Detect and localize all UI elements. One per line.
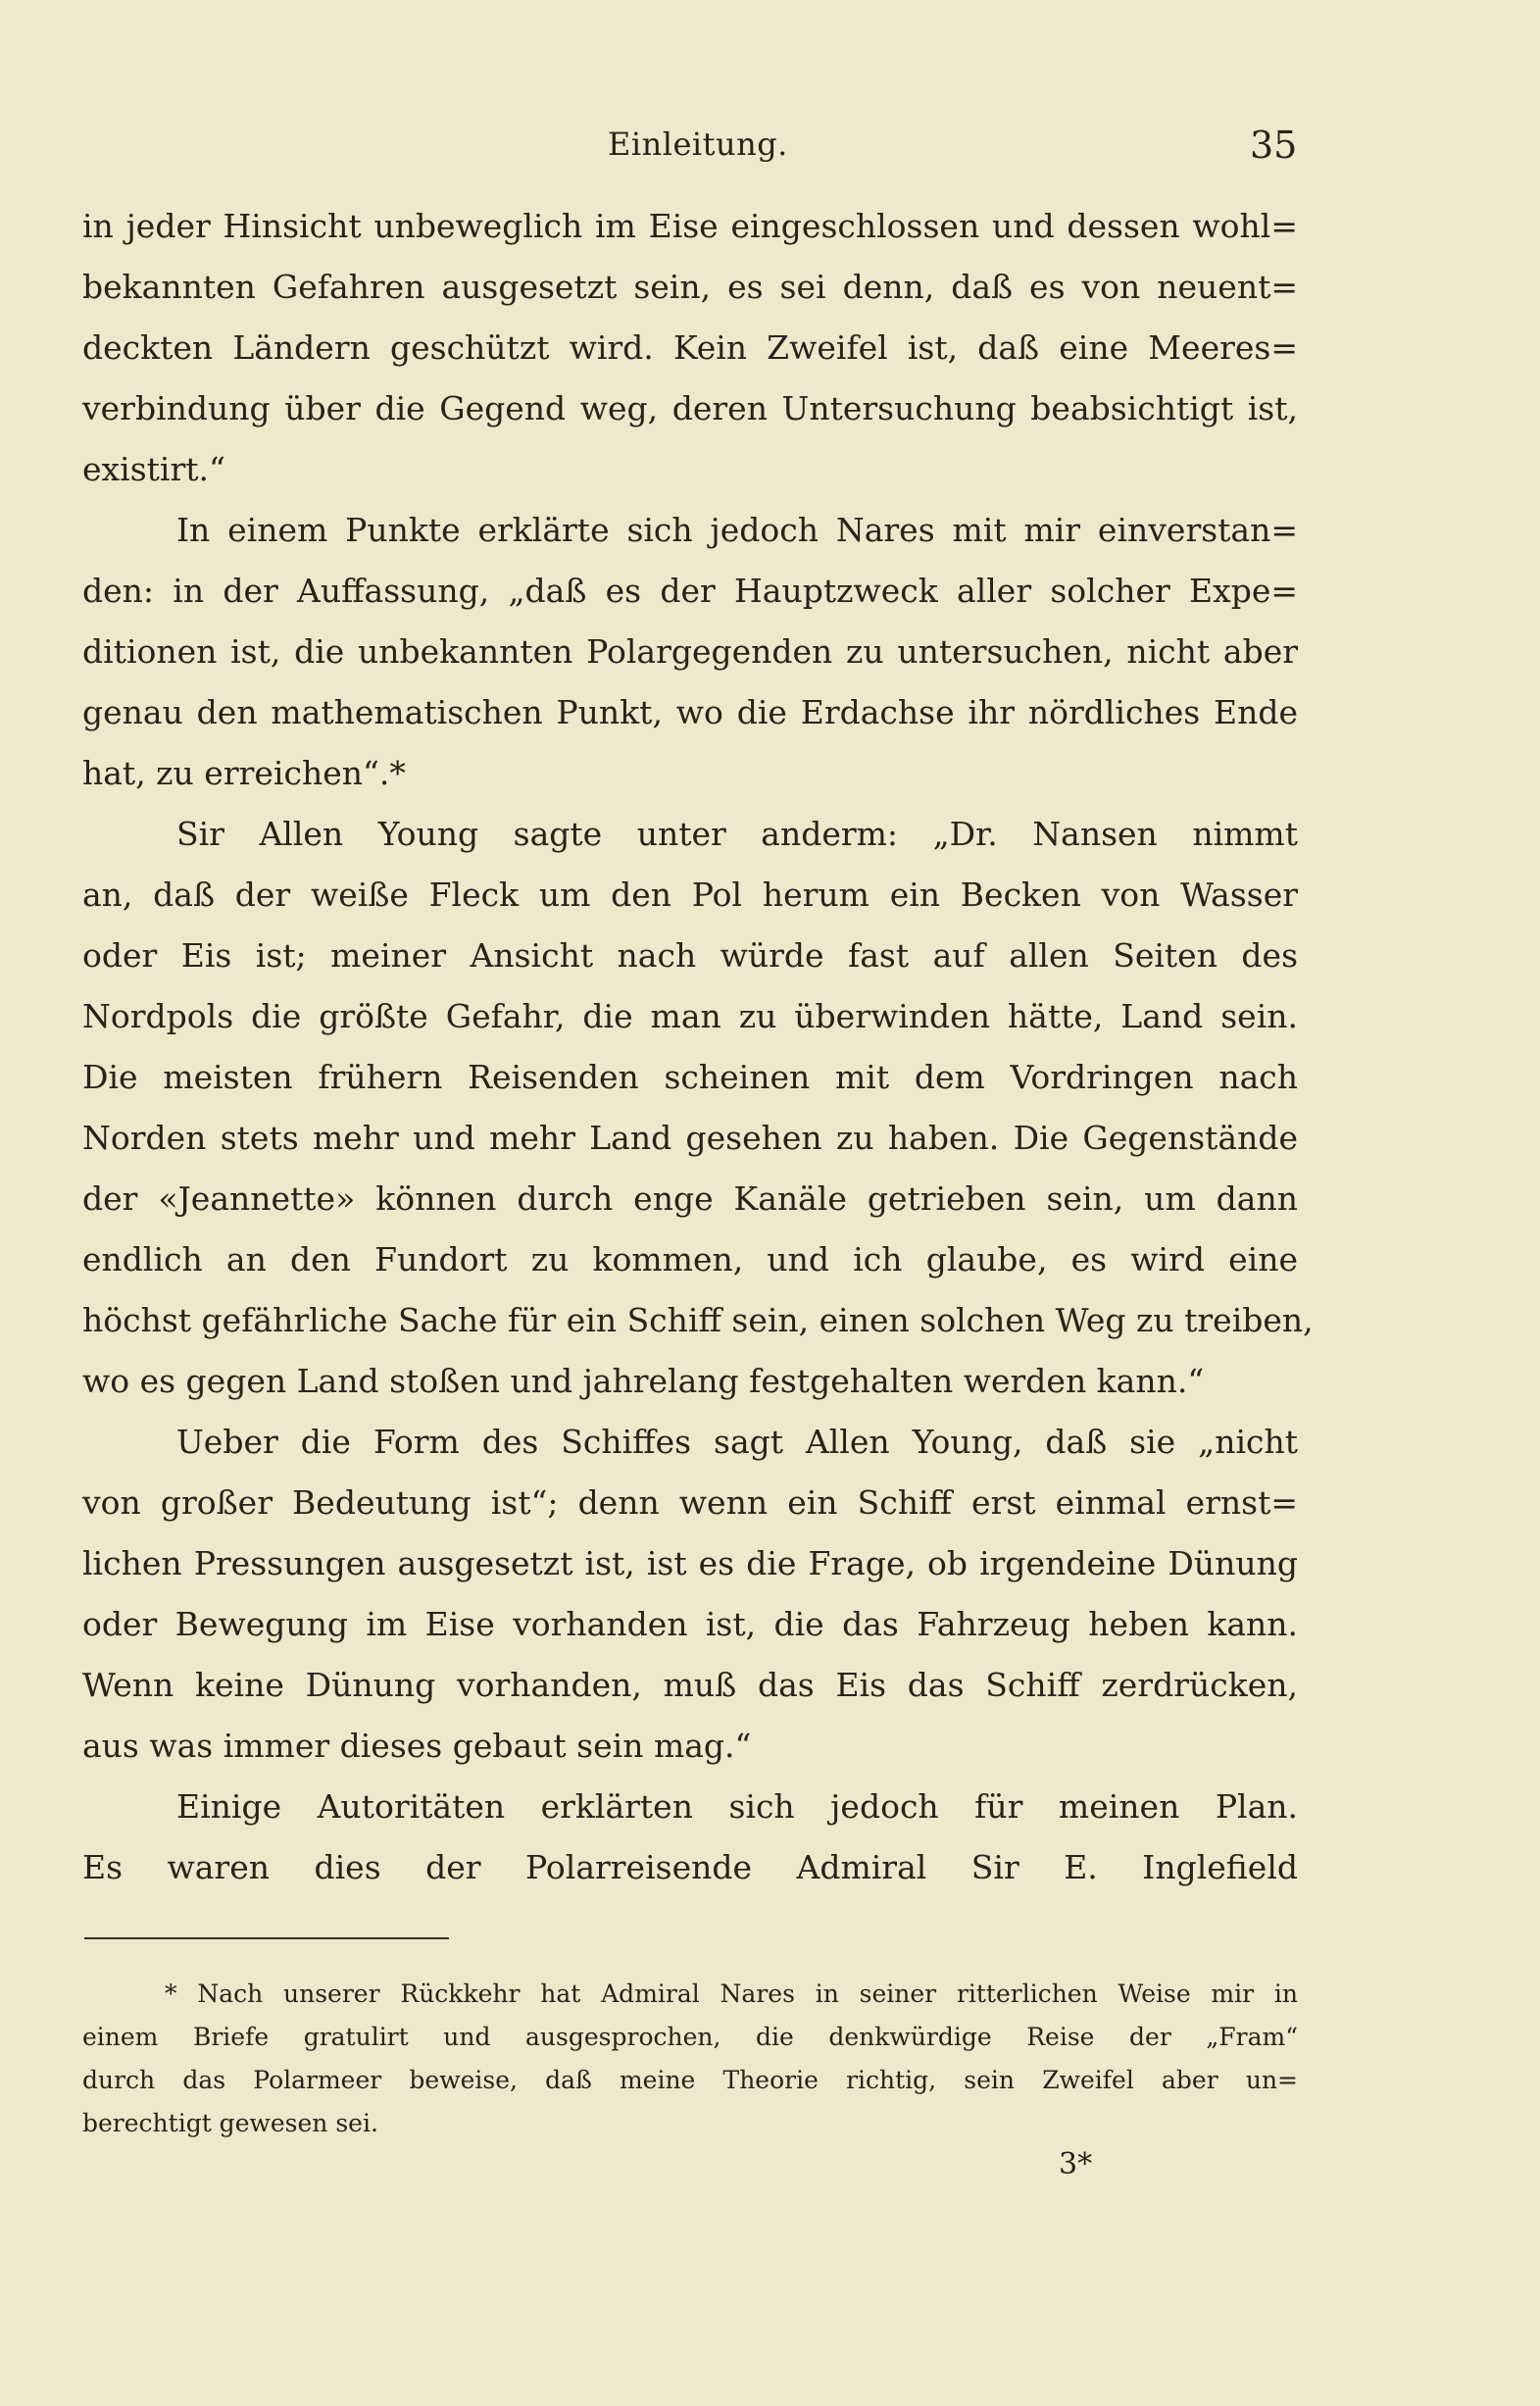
running-title: Einleitung. — [608, 125, 788, 163]
text-line: Es waren dies der Polarreisende Admiral Sir E. Inglefield — [82, 1848, 1298, 1886]
text-line: deckten Ländern geschützt wird. Kein Zweifel ist, daß eine Meeres= — [82, 328, 1298, 367]
text-line: höchst gefährliche Sache für ein Schiff sein, einen solchen Weg zu treiben, — [82, 1301, 1314, 1339]
text-line: ditionen ist, die unbekannten Polargegenden zu untersuchen, nicht aber — [82, 632, 1298, 671]
body-text — [82, 196, 1314, 1898]
text-line: verbindung über die Gegend weg, deren Untersuchung beabsichtigt ist, — [82, 389, 1298, 427]
page-number: 35 — [1250, 124, 1298, 167]
footnote-line: einem Briefe gratulirt und ausgesprochen, die denkwürdige Reise der „Fram“ — [82, 2023, 1298, 2051]
text-line: existirt.“ — [82, 450, 225, 488]
text-line: Norden stets mehr und mehr Land gesehen zu haben. Die Gegenstände — [82, 1119, 1298, 1157]
text-line: Ueber die Form des Schiffes sagt Allen Young, daß sie „nicht — [176, 1423, 1298, 1461]
text-line: den: in der Auffassung, „daß es der Hauptzweck aller solcher Expe= — [82, 572, 1298, 610]
text-line: oder Eis ist; meiner Ansicht nach würde fast auf allen Seiten des — [82, 936, 1298, 975]
text-line: in jeder Hinsicht unbeweglich im Eise eingeschlossen und dessen wohl= — [82, 207, 1298, 245]
text-line: von großer Bedeutung ist“; denn wenn ein Schiff erst einmal ernst= — [82, 1483, 1298, 1522]
text-line: Sir Allen Young sagte unter anderm: „Dr. Nansen nimmt — [176, 815, 1298, 853]
text-line: hat, zu erreichen“.* — [82, 754, 406, 792]
footnote-line: berechtigt gewesen sei. — [82, 2109, 378, 2137]
footnote-divider — [84, 1937, 449, 1939]
text-line: an, daß der weiße Fleck um den Pol herum ein Becken von Wasser — [82, 876, 1298, 914]
footnote — [82, 1973, 1298, 2145]
text-line: In einem Punkte erklärte sich jedoch Nares mit mir einverstan= — [176, 511, 1298, 549]
running-head — [0, 116, 1540, 175]
footnote-line: * Nach unserer Rückkehr hat Admiral Nares in seiner ritterlichen Weise mir in — [165, 1980, 1298, 2008]
text-line: aus was immer dieses gebaut sein mag.“ — [82, 1727, 752, 1765]
signature-mark: 3* — [1059, 2147, 1093, 2181]
text-line: Einige Autoritäten erklärten sich jedoch für meinen Plan. — [176, 1787, 1298, 1826]
footnote-line: durch das Polarmeer beweise, daß meine Theorie richtig, sein Zweifel aber un= — [82, 2066, 1298, 2094]
text-line: der «Jeannette» können durch enge Kanäle getrieben sein, um dann — [82, 1179, 1298, 1218]
text-line: Die meisten frühern Reisenden scheinen mit dem Vordringen nach — [82, 1058, 1298, 1096]
text-line: endlich an den Fundort zu kommen, und ich glaube, es wird eine — [82, 1240, 1298, 1278]
text-line: genau den mathematischen Punkt, wo die Erdachse ihr nördliches Ende — [82, 693, 1298, 731]
text-line: oder Bewegung im Eise vorhanden ist, die das Fahrzeug heben kann. — [82, 1605, 1298, 1643]
text-line: lichen Pressungen ausgesetzt ist, ist es die Frage, ob irgendeine Dünung — [82, 1544, 1298, 1582]
text-line: bekannten Gefahren ausgesetzt sein, es sei denn, daß es von neuent= — [82, 268, 1298, 306]
text-line: Wenn keine Dünung vorhanden, muß das Eis das Schiff zerdrücken, — [82, 1666, 1298, 1704]
text-line: Nordpols die größte Gefahr, die man zu überwinden hätte, Land sein. — [82, 997, 1298, 1035]
text-line: wo es gegen Land stoßen und jahrelang festgehalten werden kann.“ — [82, 1362, 1205, 1400]
